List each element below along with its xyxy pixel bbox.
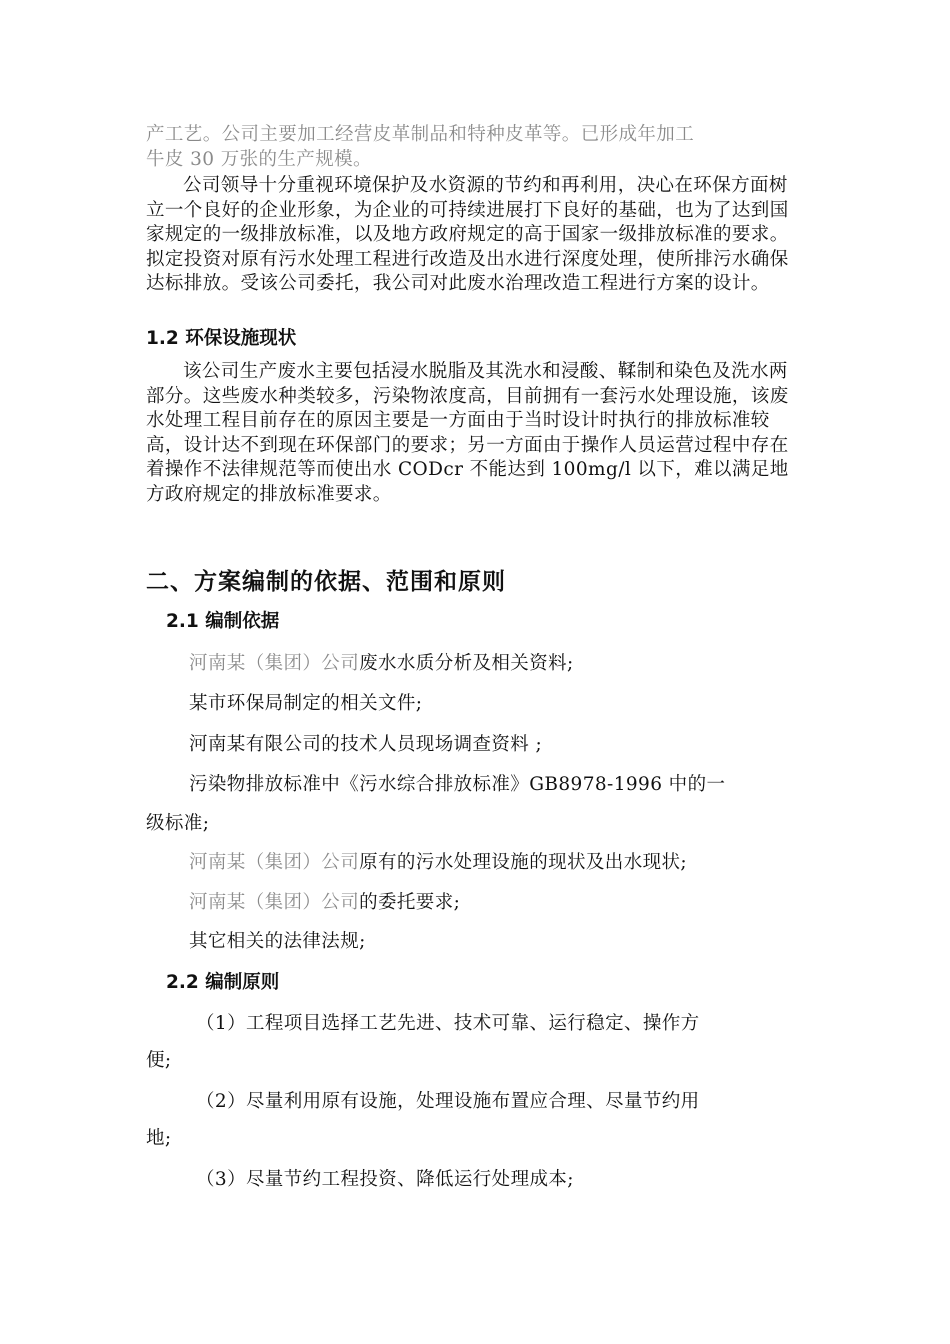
basis-item-2: 某市环保局制定的相关文件; [189, 693, 423, 714]
basis-item-6 [189, 889, 460, 917]
basis-item-3: 河南某有限公司的技术人员现场调查资料 ; [189, 734, 543, 755]
basis-item-1-text: 废水水质分析及相关资料; [359, 653, 574, 674]
intro-paragraph: 公司领导十分重视环境保护及水资源的节约和再利用，决心在环保方面树立一个良好的企业形象，为企业的可持续进展打下良好的基础，也为了达到国家规定的一级排放标准，以及地方政府规定的高于国家一级排放标准的要求。拟定投资对原有污水处理工程进行改造及出水进行深度处理，使所排污水确保达标排放。受该公司委托，我公司对此废水治理改造工程进行方案的设计。 [146, 175, 789, 295]
intro-line-1: 产工艺。公司主要加工经营皮革制品和特种皮革等。已形成年加工 [146, 124, 695, 145]
chapter-2-heading: 二、方案编制的依据、范围和原则 [146, 569, 506, 595]
section-2-1-heading: 2.1 编制依据 [166, 611, 280, 632]
basis-item-5-text: 原有的污水处理设施的现状及出水现状; [359, 852, 688, 873]
basis-item-7: 其它相关的法律法规; [189, 931, 366, 952]
basis-item-1-company: 河南某（集团）公司 [189, 653, 360, 674]
section-1-2-heading: 1.2 环保设施现状 [146, 328, 297, 349]
basis-item-5 [189, 849, 687, 877]
principle-1-line-2: 便; [146, 1050, 172, 1071]
principle-2-line-1: （2）尽量利用原有设施，处理设施布置应合理、尽量节约用 [196, 1091, 700, 1112]
basis-item-6-text: 的委托要求; [359, 892, 461, 913]
principle-1-line-1: （1）工程项目选择工艺先进、技术可靠、运行稳定、操作方 [196, 1013, 700, 1034]
principle-3: （3）尽量节约工程投资、降低运行处理成本; [196, 1169, 574, 1190]
section-2-2-heading: 2.2 编制原则 [166, 972, 280, 993]
basis-item-4-line-2: 级标准; [146, 813, 210, 834]
principle-2-line-2: 地; [146, 1128, 172, 1149]
section-1-2-paragraph: 该公司生产废水主要包括浸水脱脂及其洗水和浸酸、鞣制和染色及洗水两部分。这些废水种类较多，污染物浓度高，目前拥有一套污水处理设施，该废水处理工程目前存在的原因主要是一方面由于当时设计时执行的排放标准较高，设计达不到现在环保部门的要求；另一方面由于操作人员运营过程中存在着操作不法律规范等而使出水 CODcr 不能达到 100mg/l 以下，难以满足地方政府规定的排放标准要求。 [146, 361, 789, 505]
intro-line-2: 牛皮 30 万张的生产规模。 [146, 149, 372, 170]
basis-item-5-company: 河南某（集团）公司 [189, 852, 360, 873]
basis-item-6-company: 河南某（集团）公司 [189, 892, 360, 913]
basis-item-1 [189, 650, 574, 678]
basis-item-4-line-1: 污染物排放标准中《污水综合排放标准》GB8978-1996 中的一 [189, 774, 726, 795]
